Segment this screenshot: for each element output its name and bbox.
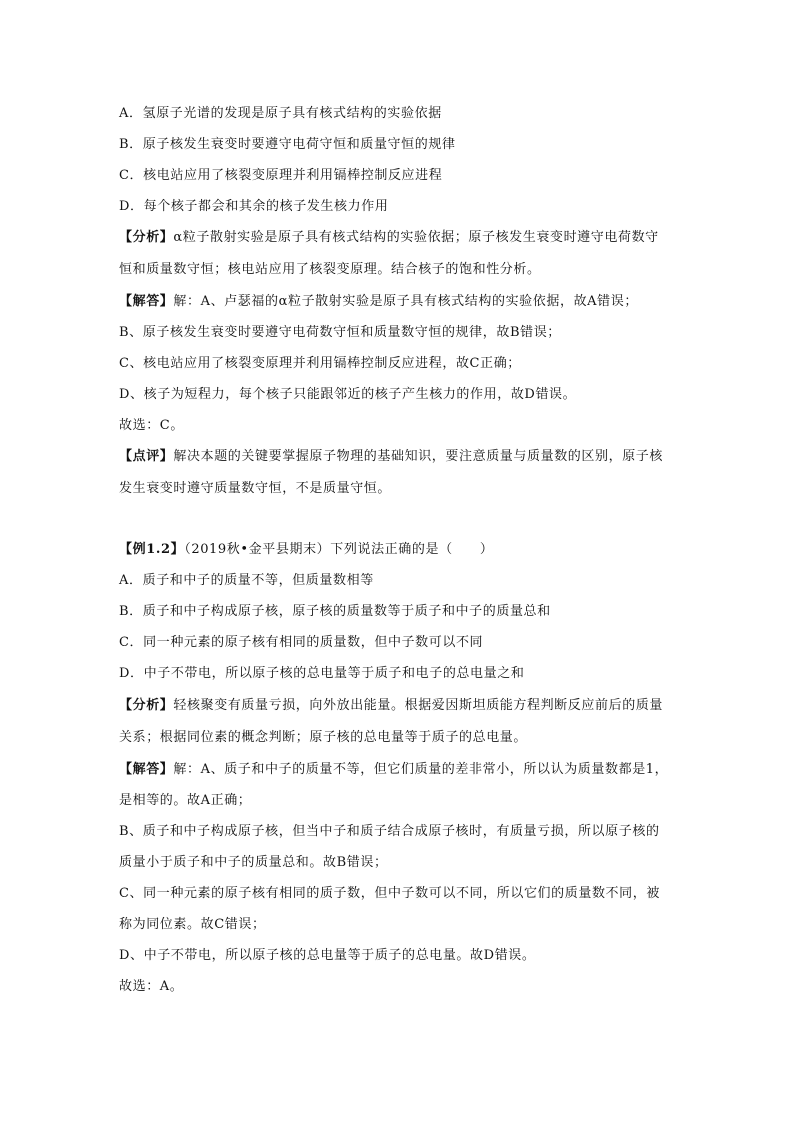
q2-stem-text: （2019秋•金平县期末）下列说法正确的是（ ） [184,542,494,557]
q1-comment-text-1: 解决本题的关键要掌握原子物理的基础知识，要注意质量与质量数的区别，原子核 [173,449,664,464]
q1-solution-line-3: C、核电站应用了核裂变原理并利用镉棒控制反应进程，故C正确； [119,356,521,371]
q1-solution-tag: 【解答】 [119,294,174,309]
q1-option-d: D．每个核子都会和其余的核子发生核力作用 [119,199,389,214]
q2-solution-text-1: 解：A、质子和中子的质量不等，但它们质量的差非常小，所以认为质量数都是1， [173,762,669,777]
q1-analysis-text-1: α粒子散射实验是原子具有核式结构的实验依据；原子核发生衰变时遵守电荷数守 [173,230,659,245]
q2-analysis-text-1: 轻核聚变有质量亏损，向外放出能量。根据爱因斯坦质能方程判断反应前后的质量 [173,698,664,713]
q2-example-tag: 【例1.2】 [119,542,185,557]
q2-solution-line-5: C、同一种元素的原子核有相同的质子数，但中子数可以不同，所以它们的质量数不同，被 [119,886,660,901]
q2-solution-tag: 【解答】 [119,762,174,777]
q1-comment-line-1 [119,448,679,466]
q2-analysis-line-2: 关系；根据同位素的概念判断；原子核的总电量等于质子的总电量。 [119,730,528,745]
q1-option-b: B．原子核发生衰变时要遵守电荷守恒和质量守恒的规律 [119,137,456,152]
q1-comment-line-2: 发生衰变时遵守质量数守恒，不是质量守恒。 [119,481,392,496]
q1-solution-text-1: 解：A、卢瑟福的α粒子散射实验是原子具有核式结构的实验依据，故A错误； [173,294,638,309]
q2-solution-line-1 [119,761,679,779]
q2-stem [119,541,679,559]
q1-option-a: A．氢原子光谱的发现是原子具有核式结构的实验依据 [119,106,442,121]
q1-comment-tag: 【点评】 [119,449,174,464]
q2-solution-line-4: 质量小于质子和中子的质量总和。故B错误； [119,855,388,870]
q1-analysis-line-1 [119,229,679,247]
q2-solution-line-2: 是相等的。故A正确； [119,793,252,808]
q1-solution-line-2: B、原子核发生衰变时要遵守电荷数守恒和质量数守恒的规律，故B错误； [119,325,561,340]
q2-solution-line-3: B、质子和中子构成原子核，但当中子和质子结合成原子核时，有质量亏损，所以原子核的 [119,824,660,839]
q1-analysis-tag: 【分析】 [119,230,174,245]
q2-option-b: B．质子和中子构成原子核，原子核的质量数等于质子和中子的质量总和 [119,604,551,619]
q2-option-d: D．中子不带电，所以原子核的总电量等于质子和电子的总电量之和 [119,666,525,681]
q1-solution-line-4: D、核子为短程力，每个核子只能跟邻近的核子产生核力的作用，故D错误。 [119,387,577,402]
q1-analysis-line-2: 恒和质量数守恒；核电站应用了核裂变原理。结合核子的饱和性分析。 [119,262,541,277]
q2-analysis-tag: 【分析】 [119,698,174,713]
q1-option-c: C．核电站应用了核裂变原理并利用镉棒控制反应进程 [119,168,443,183]
q1-answer: 故选：C。 [119,418,184,433]
q1-solution-line-1 [119,293,679,311]
q2-answer: 故选：A。 [119,979,184,994]
q2-option-c: C．同一种元素的原子核有相同的质量数，但中子数可以不同 [119,635,484,650]
q2-solution-line-6: 称为同位素。故C错误； [119,917,266,932]
q2-analysis-line-1 [119,697,679,715]
q2-option-a: A．质子和中子的质量不等，但质量数相等 [119,573,374,588]
q2-solution-line-7: D、中子不带电，所以原子核的总电量等于质子的总电量。故D错误。 [119,948,536,963]
